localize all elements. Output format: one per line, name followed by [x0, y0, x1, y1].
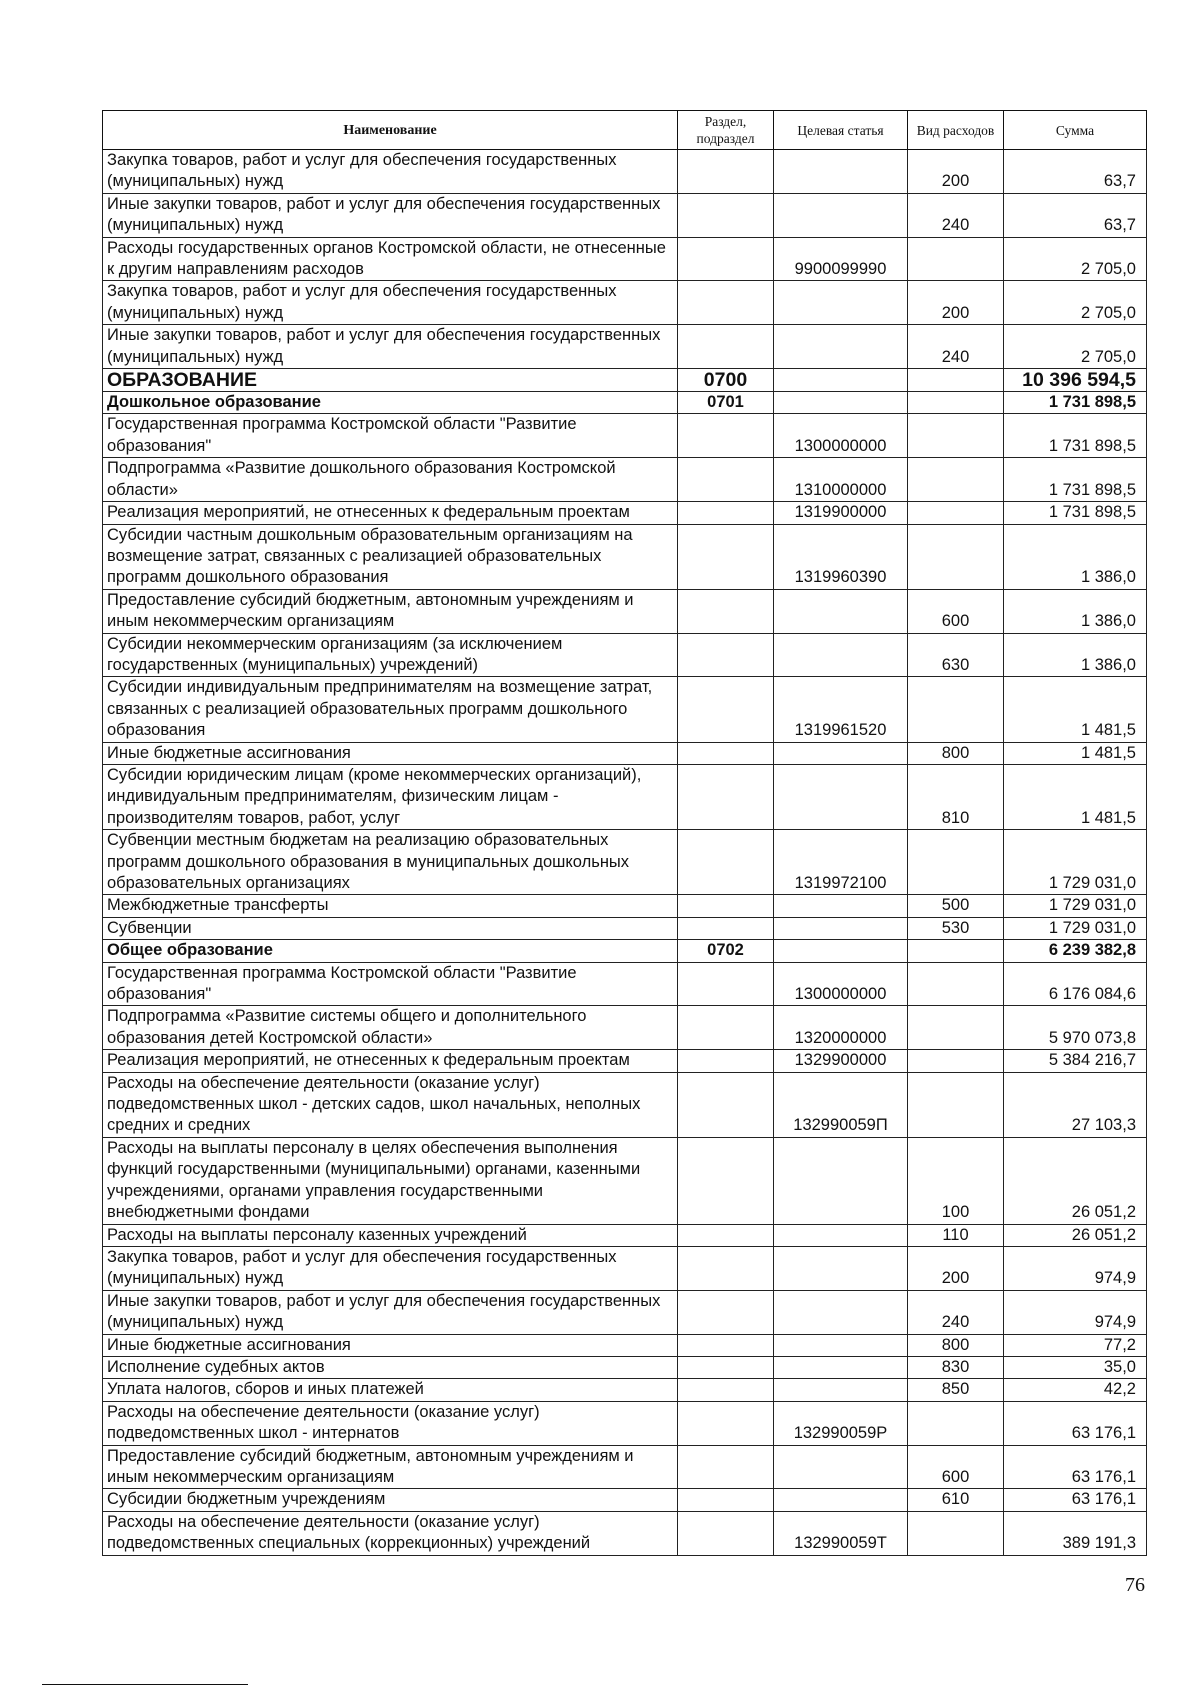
- row-name: Дошкольное образование: [103, 392, 678, 414]
- row-target-code: 1320000000: [774, 1006, 908, 1050]
- row-expense-kind: 810: [908, 764, 1004, 829]
- row-target-code: [774, 1445, 908, 1489]
- row-sum: 2 705,0: [1004, 281, 1147, 325]
- row-name: Предоставление субсидий бюджетным, автономным учреждениям и иным некоммерческим организациям: [103, 589, 678, 633]
- row-expense-kind: [908, 1050, 1004, 1072]
- row-sum: 1 729 031,0: [1004, 830, 1147, 895]
- row-target-code: 1319900000: [774, 502, 908, 524]
- row-section: [678, 830, 774, 895]
- row-expense-kind: [908, 1006, 1004, 1050]
- row-name: Иные закупки товаров, работ и услуг для обеспечения государственных (муниципальных) нужд: [103, 193, 678, 237]
- table-row: [103, 502, 1147, 524]
- table-row: [103, 742, 1147, 764]
- row-name: Субсидии индивидуальным предпринимателям на возмещение затрат, связанных с реализацией образовательных программ дошкольного образования: [103, 677, 678, 742]
- row-name: Общее образование: [103, 940, 678, 962]
- row-sum: 42,2: [1004, 1379, 1147, 1401]
- row-sum: 1 731 898,5: [1004, 392, 1147, 414]
- table-row: [103, 589, 1147, 633]
- row-name: Закупка товаров, работ и услуг для обеспечения государственных (муниципальных) нужд: [103, 150, 678, 194]
- row-expense-kind: 200: [908, 150, 1004, 194]
- row-target-code: [774, 895, 908, 917]
- row-section: [678, 150, 774, 194]
- row-section: [678, 414, 774, 458]
- table-row: [103, 458, 1147, 502]
- table-row: [103, 369, 1147, 392]
- row-section: [678, 1379, 774, 1401]
- row-expense-kind: 200: [908, 1246, 1004, 1290]
- row-section: [678, 1050, 774, 1072]
- row-name: Иные бюджетные ассигнования: [103, 742, 678, 764]
- row-name: Расходы на обеспечение деятельности (оказание услуг) подведомственных школ - интернатов: [103, 1401, 678, 1445]
- row-target-code: [774, 392, 908, 414]
- row-sum: 1 481,5: [1004, 764, 1147, 829]
- row-expense-kind: 110: [908, 1224, 1004, 1246]
- row-section: [678, 193, 774, 237]
- row-target-code: [774, 1224, 908, 1246]
- row-section: [678, 1137, 774, 1224]
- row-sum: 1 386,0: [1004, 524, 1147, 589]
- row-section: [678, 895, 774, 917]
- row-name: Предоставление субсидий бюджетным, автономным учреждениям и иным некоммерческим организациям: [103, 1445, 678, 1489]
- row-section: [678, 1072, 774, 1137]
- row-name: Субсидии некоммерческим организациям (за исключением государственных (муниципальных) учреждений): [103, 633, 678, 677]
- row-expense-kind: 240: [908, 1290, 1004, 1334]
- row-target-code: [774, 1290, 908, 1334]
- row-section: [678, 458, 774, 502]
- row-target-code: [774, 764, 908, 829]
- table-row: [103, 1511, 1147, 1555]
- row-expense-kind: [908, 1401, 1004, 1445]
- row-expense-kind: [908, 524, 1004, 589]
- row-expense-kind: [908, 414, 1004, 458]
- table-row: [103, 150, 1147, 194]
- row-name: Уплата налогов, сборов и иных платежей: [103, 1379, 678, 1401]
- row-sum: 389 191,3: [1004, 1511, 1147, 1555]
- header-sum: Сумма: [1004, 111, 1147, 150]
- row-target-code: [774, 1246, 908, 1290]
- row-target-code: [774, 281, 908, 325]
- row-sum: 63 176,1: [1004, 1489, 1147, 1511]
- row-name: Субсидии юридическим лицам (кроме некоммерческих организаций), индивидуальным предпринимателям, физическим лицам - производителям товаров, работ, услуг: [103, 764, 678, 829]
- row-section: [678, 1290, 774, 1334]
- row-section: [678, 1511, 774, 1555]
- table-row: [103, 281, 1147, 325]
- header-section: Раздел, подраздел: [678, 111, 774, 150]
- row-sum: 63,7: [1004, 193, 1147, 237]
- row-target-code: [774, 633, 908, 677]
- table-row: [103, 193, 1147, 237]
- row-section: 0700: [678, 369, 774, 392]
- table-row: [103, 830, 1147, 895]
- table-row: [103, 677, 1147, 742]
- table-row: [103, 962, 1147, 1006]
- row-sum: 77,2: [1004, 1334, 1147, 1356]
- row-sum: 63 176,1: [1004, 1401, 1147, 1445]
- row-target-code: 1300000000: [774, 962, 908, 1006]
- row-expense-kind: 200: [908, 281, 1004, 325]
- row-name: ОБРАЗОВАНИЕ: [103, 369, 678, 392]
- table-row: [103, 1379, 1147, 1401]
- row-section: [678, 325, 774, 369]
- table-row: [103, 940, 1147, 962]
- row-name: Межбюджетные трансферты: [103, 895, 678, 917]
- row-name: Закупка товаров, работ и услуг для обеспечения государственных (муниципальных) нужд: [103, 281, 678, 325]
- row-name: Исполнение судебных актов: [103, 1356, 678, 1378]
- row-sum: 26 051,2: [1004, 1224, 1147, 1246]
- table-row: [103, 1050, 1147, 1072]
- row-section: [678, 764, 774, 829]
- row-section: [678, 1334, 774, 1356]
- row-name: Расходы государственных органов Костромской области, не отнесенные к другим направлениям расходов: [103, 237, 678, 281]
- row-expense-kind: [908, 677, 1004, 742]
- row-name: Расходы на выплаты персоналу в целях обеспечения выполнения функций государственными (муниципальными) органами, казенными учреждениями, органами управления государственными внебюджетными фондами: [103, 1137, 678, 1224]
- row-sum: 1 731 898,5: [1004, 502, 1147, 524]
- row-name: Иные закупки товаров, работ и услуг для обеспечения государственных (муниципальных) нужд: [103, 1290, 678, 1334]
- row-name: Подпрограмма «Развитие системы общего и дополнительного образования детей Костромской области»: [103, 1006, 678, 1050]
- row-section: [678, 633, 774, 677]
- table-row: [103, 1334, 1147, 1356]
- row-target-code: 1319972100: [774, 830, 908, 895]
- row-sum: 2 705,0: [1004, 237, 1147, 281]
- row-target-code: 9900099990: [774, 237, 908, 281]
- table-row: [103, 1137, 1147, 1224]
- row-section: [678, 1401, 774, 1445]
- row-section: [678, 237, 774, 281]
- row-expense-kind: 500: [908, 895, 1004, 917]
- table-row: [103, 1006, 1147, 1050]
- row-name: Реализация мероприятий, не отнесенных к федеральным проектам: [103, 502, 678, 524]
- row-expense-kind: 240: [908, 193, 1004, 237]
- row-expense-kind: 100: [908, 1137, 1004, 1224]
- table-row: [103, 524, 1147, 589]
- row-expense-kind: 530: [908, 917, 1004, 939]
- header-name: Наименование: [103, 111, 678, 150]
- row-sum: 1 481,5: [1004, 677, 1147, 742]
- row-sum: 1 386,0: [1004, 633, 1147, 677]
- budget-table: [102, 110, 1147, 1556]
- row-expense-kind: [908, 392, 1004, 414]
- row-target-code: [774, 150, 908, 194]
- row-sum: 1 386,0: [1004, 589, 1147, 633]
- row-sum: 974,9: [1004, 1246, 1147, 1290]
- row-target-code: [774, 325, 908, 369]
- row-target-code: 1329900000: [774, 1050, 908, 1072]
- row-section: [678, 502, 774, 524]
- row-expense-kind: [908, 1511, 1004, 1555]
- row-name: Закупка товаров, работ и услуг для обеспечения государственных (муниципальных) нужд: [103, 1246, 678, 1290]
- table-body: [103, 150, 1147, 1556]
- row-target-code: 132990059Т: [774, 1511, 908, 1555]
- table-row: [103, 414, 1147, 458]
- row-sum: 5 384 216,7: [1004, 1050, 1147, 1072]
- row-section: [678, 962, 774, 1006]
- row-section: [678, 1006, 774, 1050]
- row-expense-kind: [908, 237, 1004, 281]
- table-row: [103, 917, 1147, 939]
- row-section: [678, 524, 774, 589]
- table-row: [103, 1246, 1147, 1290]
- row-name: Реализация мероприятий, не отнесенных к федеральным проектам: [103, 1050, 678, 1072]
- row-section: 0701: [678, 392, 774, 414]
- row-section: [678, 589, 774, 633]
- row-target-code: [774, 369, 908, 392]
- row-section: 0702: [678, 940, 774, 962]
- row-sum: 5 970 073,8: [1004, 1006, 1147, 1050]
- table-row: [103, 1489, 1147, 1511]
- row-sum: 1 731 898,5: [1004, 414, 1147, 458]
- row-sum: 1 731 898,5: [1004, 458, 1147, 502]
- row-section: [678, 1224, 774, 1246]
- table-row: [103, 1445, 1147, 1489]
- row-section: [678, 1489, 774, 1511]
- row-sum: 27 103,3: [1004, 1072, 1147, 1137]
- row-sum: 35,0: [1004, 1356, 1147, 1378]
- row-name: Иные бюджетные ассигнования: [103, 1334, 678, 1356]
- row-section: [678, 281, 774, 325]
- row-expense-kind: [908, 1072, 1004, 1137]
- row-sum: 6 239 382,8: [1004, 940, 1147, 962]
- row-target-code: 1319960390: [774, 524, 908, 589]
- row-expense-kind: 600: [908, 589, 1004, 633]
- row-expense-kind: 800: [908, 742, 1004, 764]
- row-sum: 1 481,5: [1004, 742, 1147, 764]
- row-expense-kind: [908, 940, 1004, 962]
- row-target-code: [774, 940, 908, 962]
- table-row: [103, 237, 1147, 281]
- table-row: [103, 764, 1147, 829]
- row-name: Субсидии частным дошкольным образовательным организациям на возмещение затрат, связанных с реализацией образовательных программ дошкольного образования: [103, 524, 678, 589]
- row-sum: 6 176 084,6: [1004, 962, 1147, 1006]
- row-target-code: [774, 1356, 908, 1378]
- row-section: [678, 1445, 774, 1489]
- row-section: [678, 742, 774, 764]
- row-target-code: [774, 742, 908, 764]
- row-expense-kind: [908, 962, 1004, 1006]
- row-expense-kind: 630: [908, 633, 1004, 677]
- row-target-code: [774, 589, 908, 633]
- row-target-code: [774, 1137, 908, 1224]
- row-section: [678, 917, 774, 939]
- table-row: [103, 1356, 1147, 1378]
- row-name: Субсидии бюджетным учреждениям: [103, 1489, 678, 1511]
- row-expense-kind: [908, 502, 1004, 524]
- row-name: Подпрограмма «Развитие дошкольного образования Костромской области»: [103, 458, 678, 502]
- table-row: [103, 325, 1147, 369]
- row-name: Расходы на обеспечение деятельности (оказание услуг) подведомственных специальных (коррекционных) учреждений: [103, 1511, 678, 1555]
- row-expense-kind: 830: [908, 1356, 1004, 1378]
- row-name: Государственная программа Костромской области "Развитие образования": [103, 962, 678, 1006]
- table-row: [103, 392, 1147, 414]
- row-target-code: 1319961520: [774, 677, 908, 742]
- footnote-divider: [42, 1684, 248, 1685]
- row-target-code: 132990059Р: [774, 1401, 908, 1445]
- row-section: [678, 1246, 774, 1290]
- table-row: [103, 1072, 1147, 1137]
- table-row: [103, 895, 1147, 917]
- row-target-code: [774, 193, 908, 237]
- row-name: Иные закупки товаров, работ и услуг для обеспечения государственных (муниципальных) нужд: [103, 325, 678, 369]
- row-target-code: [774, 1489, 908, 1511]
- row-name: Субвенции местным бюджетам на реализацию образовательных программ дошкольного образования в муниципальных дошкольных образовательных организациях: [103, 830, 678, 895]
- row-name: Государственная программа Костромской области "Развитие образования": [103, 414, 678, 458]
- row-section: [678, 1356, 774, 1378]
- row-sum: 63 176,1: [1004, 1445, 1147, 1489]
- row-target-code: [774, 1334, 908, 1356]
- table-header: [103, 111, 1147, 150]
- row-target-code: 132990059П: [774, 1072, 908, 1137]
- row-sum: 63,7: [1004, 150, 1147, 194]
- row-name: Расходы на обеспечение деятельности (оказание услуг) подведомственных школ - детских садов, школ начальных, неполных средних и средних: [103, 1072, 678, 1137]
- header-target: Целевая статья: [774, 111, 908, 150]
- header-kind: Вид расходов: [908, 111, 1004, 150]
- row-target-code: [774, 917, 908, 939]
- table-row: [103, 633, 1147, 677]
- row-name: Субвенции: [103, 917, 678, 939]
- page-number: 76: [1125, 1574, 1145, 1596]
- table-row: [103, 1290, 1147, 1334]
- row-expense-kind: 240: [908, 325, 1004, 369]
- table-row: [103, 1401, 1147, 1445]
- row-section: [678, 677, 774, 742]
- table-row: [103, 1224, 1147, 1246]
- row-target-code: 1300000000: [774, 414, 908, 458]
- row-sum: 2 705,0: [1004, 325, 1147, 369]
- row-expense-kind: 610: [908, 1489, 1004, 1511]
- row-expense-kind: 800: [908, 1334, 1004, 1356]
- row-sum: 1 729 031,0: [1004, 895, 1147, 917]
- row-target-code: 1310000000: [774, 458, 908, 502]
- row-expense-kind: 850: [908, 1379, 1004, 1401]
- row-expense-kind: [908, 830, 1004, 895]
- row-sum: 26 051,2: [1004, 1137, 1147, 1224]
- row-sum: 10 396 594,5: [1004, 369, 1147, 392]
- row-expense-kind: 600: [908, 1445, 1004, 1489]
- row-name: Расходы на выплаты персоналу казенных учреждений: [103, 1224, 678, 1246]
- row-target-code: [774, 1379, 908, 1401]
- row-expense-kind: [908, 369, 1004, 392]
- row-sum: 1 729 031,0: [1004, 917, 1147, 939]
- row-sum: 974,9: [1004, 1290, 1147, 1334]
- header-row: [103, 111, 1147, 150]
- row-expense-kind: [908, 458, 1004, 502]
